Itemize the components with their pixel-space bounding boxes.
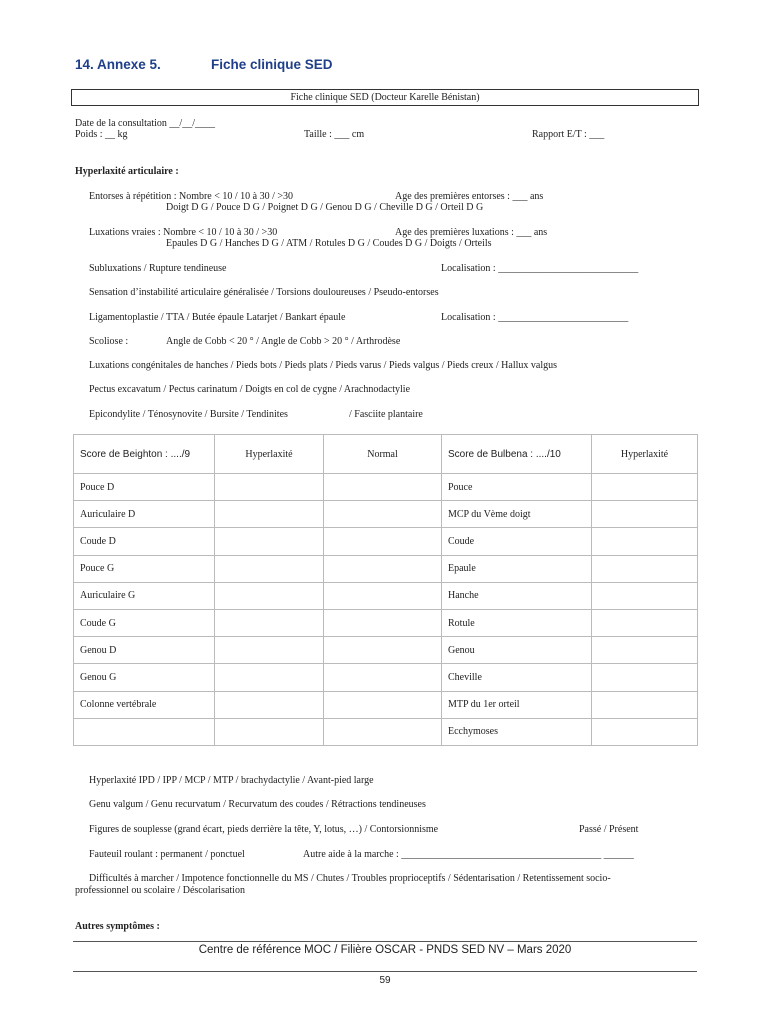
beighton-row-label: Auriculaire D (74, 501, 215, 528)
hyperlaxite-column-header: Hyperlaxité (215, 435, 324, 474)
bulbena-hyperlaxite-cell[interactable] (592, 691, 698, 718)
footer-rule-bottom (73, 971, 697, 972)
footer-rule-top (73, 941, 697, 942)
hyperlaxite-cell[interactable] (215, 609, 324, 636)
instabilite-text: Sensation d’instabilité articulaire généralisée / Torsions douloureuses / Pseudo-entorses (89, 287, 439, 298)
bulbena-row-label: MCP du Vème doigt (442, 501, 592, 528)
beighton-row-label: Genou G (74, 664, 215, 691)
scoliose-label: Scoliose : (89, 336, 129, 347)
bulbena-row-label: MTP du 1er orteil (442, 691, 592, 718)
hyperlaxite-cell[interactable] (215, 528, 324, 555)
rapport-field: Rapport E/T : ___ (532, 129, 605, 140)
normal-cell[interactable] (324, 501, 442, 528)
table-header-row (74, 435, 698, 474)
hyperlaxite-cell[interactable] (215, 474, 324, 501)
souplesse-text: Figures de souplesse (grand écart, pieds derrière la tête, Y, lotus, …) / Contorsionnisme (89, 824, 439, 835)
bulbena-row-label: Cheville (442, 664, 592, 691)
hyperlaxite-cell[interactable] (215, 501, 324, 528)
entorses-line2: Doigt D G / Pouce D G / Poignet D G / Genou D G / Cheville D G / Orteil D G (166, 202, 484, 213)
beighton-row-label: Coude G (74, 609, 215, 636)
difficultes-line1: Difficultés à marcher / Impotence fonctionnelle du MS / Chutes / Troubles proprioceptifs / Sédentarisation / Retentissement socio- (89, 873, 611, 884)
date-field: Date de la consultation __/__/____ (75, 118, 215, 129)
beighton-row-label: Auriculaire G (74, 582, 215, 609)
hyperlaxite-title: Hyperlaxité articulaire : (75, 166, 179, 177)
luxations-age: Age des premières luxations : ___ ans (395, 227, 548, 238)
taille-field: Taille : ___ cm (304, 129, 365, 140)
beighton-row-label (74, 718, 215, 745)
bulbena-row-label: Rotule (442, 609, 592, 636)
normal-cell[interactable] (324, 555, 442, 582)
bulbena-row-label: Epaule (442, 555, 592, 582)
beighton-row-label: Pouce D (74, 474, 215, 501)
normal-cell[interactable] (324, 637, 442, 664)
entorses-line1: Entorses à répétition : Nombre < 10 / 10 à 30 / >30 (89, 191, 294, 202)
bulbena-row-label: Genou (442, 637, 592, 664)
beighton-row-label: Colonne vertébrale (74, 691, 215, 718)
aide-marche-text: Autre aide à la marche : ________________________________________ ______ (303, 849, 634, 860)
page-number: 59 (379, 975, 391, 986)
hyperlaxite-cell[interactable] (215, 718, 324, 745)
epicondylite-text: Epicondylite / Ténosynovite / Bursite / Tendinites (89, 409, 288, 420)
bulbena-hyperlaxite-cell[interactable] (592, 555, 698, 582)
subluxations-text: Subluxations / Rupture tendineuse (89, 263, 227, 274)
ligamentoplastie-text: Ligamentoplastie / TTA / Butée épaule Latarjet / Bankart épaule (89, 312, 346, 323)
fauteuil-text: Fauteuil roulant : permanent / ponctuel (89, 849, 245, 860)
beighton-row-label: Coude D (74, 528, 215, 555)
bulbena-hyperlaxite-cell[interactable] (592, 637, 698, 664)
subluxations-localisation: Localisation : ____________________________ (441, 263, 639, 274)
beighton-row-label: Pouce G (74, 555, 215, 582)
table-row (74, 718, 698, 745)
bulbena-hyperlaxite-cell[interactable] (592, 582, 698, 609)
luxations-line2: Epaules D G / Hanches D G / ATM / Rotules D G / Coudes D G / Doigts / Orteils (166, 238, 492, 249)
bulbena-row-label: Hanche (442, 582, 592, 609)
autres-symptomes-title: Autres symptômes : (75, 921, 160, 932)
normal-cell[interactable] (324, 609, 442, 636)
normal-cell[interactable] (324, 718, 442, 745)
bulbena-header: Score de Bulbena : ..../10 (442, 435, 592, 474)
table-row (74, 637, 698, 664)
section-title: Fiche clinique SED (211, 57, 333, 72)
table-row (74, 664, 698, 691)
genu-text: Genu valgum / Genu recurvatum / Recurvatum des coudes / Rétractions tendineuses (89, 799, 426, 810)
bulbena-hyperlaxite-cell[interactable] (592, 609, 698, 636)
normal-cell[interactable] (324, 474, 442, 501)
footer-text: Centre de référence MOC / Filière OSCAR - PNDS SED NV – Mars 2020 (198, 944, 572, 956)
luxations-congenitales: Luxations congénitales de hanches / Pieds bots / Pieds plats / Pieds varus / Pieds valgus / Pieds creux / Hallux valgus (89, 360, 557, 371)
hyperlaxite-cell[interactable] (215, 637, 324, 664)
table-row (74, 474, 698, 501)
bulbena-hyperlaxite-cell[interactable] (592, 474, 698, 501)
table-row (74, 582, 698, 609)
souplesse-passe-present: Passé / Présent (579, 824, 639, 835)
hyperlaxite-column-header-2: Hyperlaxité (592, 435, 698, 474)
ligamentoplastie-localisation: Localisation : __________________________ (441, 312, 629, 323)
table-row (74, 691, 698, 718)
table-row (74, 609, 698, 636)
section-number: 14. Annexe 5. (75, 57, 161, 72)
table-row (74, 501, 698, 528)
beighton-row-label: Genou D (74, 637, 215, 664)
poids-field: Poids : __ kg (75, 129, 128, 140)
pectus-text: Pectus excavatum / Pectus carinatum / Doigts en col de cygne / Arachnodactylie (89, 384, 411, 395)
bulbena-row-label: Pouce (442, 474, 592, 501)
normal-cell[interactable] (324, 528, 442, 555)
bulbena-row-label: Ecchymoses (442, 718, 592, 745)
table-row (74, 528, 698, 555)
normal-column-header: Normal (324, 435, 442, 474)
hyperlaxite-cell[interactable] (215, 691, 324, 718)
bulbena-hyperlaxite-cell[interactable] (592, 528, 698, 555)
normal-cell[interactable] (324, 582, 442, 609)
hyperlaxite-ipd-text: Hyperlaxité IPD / IPP / MCP / MTP / brachydactylie / Avant-pied large (89, 775, 374, 786)
bulbena-hyperlaxite-cell[interactable] (592, 718, 698, 745)
scoliose-text: Angle de Cobb < 20 ° / Angle de Cobb > 20 ° / Arthrodèse (166, 336, 401, 347)
form-title-box: Fiche clinique SED (Docteur Karelle Bénistan) (71, 89, 699, 106)
fasciite-text: / Fasciite plantaire (349, 409, 423, 420)
entorses-age: Age des premières entorses : ___ ans (395, 191, 544, 202)
bulbena-row-label: Coude (442, 528, 592, 555)
table-row (74, 555, 698, 582)
difficultes-line2: professionnel ou scolaire / Déscolarisation (75, 885, 245, 896)
normal-cell[interactable] (324, 664, 442, 691)
hyperlaxite-cell[interactable] (215, 555, 324, 582)
bulbena-hyperlaxite-cell[interactable] (592, 664, 698, 691)
luxations-line1: Luxations vraies : Nombre < 10 / 10 à 30 / >30 (89, 227, 278, 238)
hyperlaxite-cell[interactable] (215, 664, 324, 691)
score-table (73, 434, 698, 746)
beighton-header: Score de Beighton : ..../9 (74, 435, 215, 474)
bulbena-hyperlaxite-cell[interactable] (592, 501, 698, 528)
hyperlaxite-cell[interactable] (215, 582, 324, 609)
normal-cell[interactable] (324, 691, 442, 718)
